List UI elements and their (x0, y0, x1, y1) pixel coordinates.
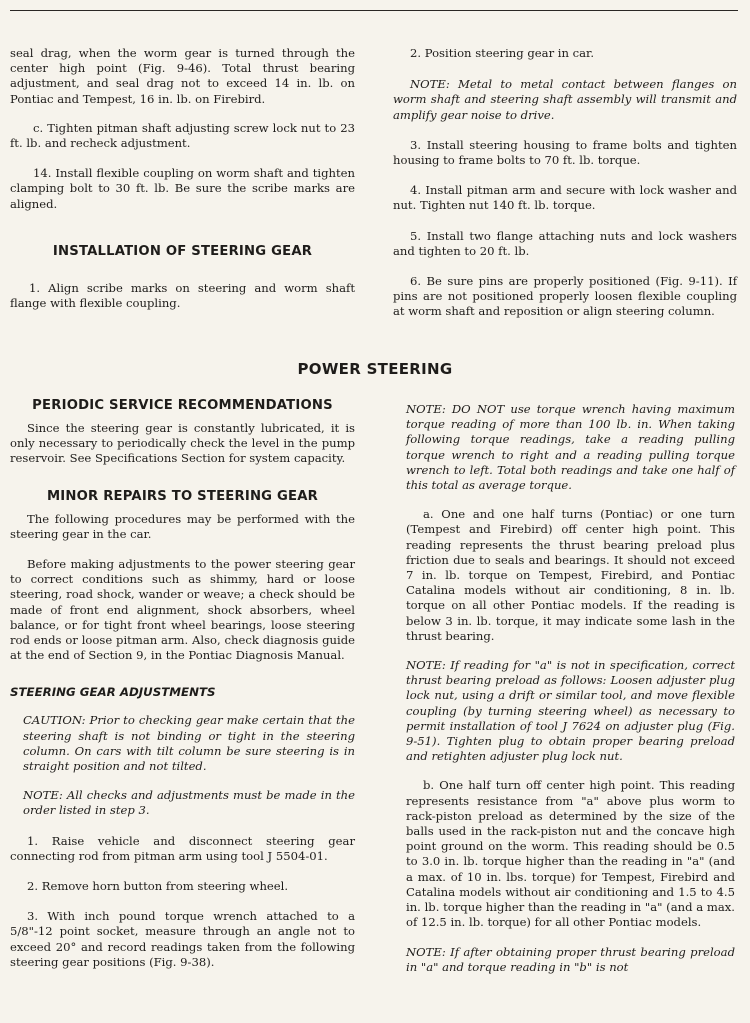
paragraph: 3. Install steering housing to frame bolts and tighten housing to frame bolts to 70 ft. lb. torque. (393, 137, 737, 168)
note: NOTE: Metal to metal contact between flanges on worm shaft and steering shaft assembly will transmit and amplify gear noise to drive. (393, 77, 737, 122)
paragraph: 2. Position steering gear in car. (410, 46, 595, 60)
paragraph: 5. Install two flange attaching nuts and lock washers and tighten to 20 ft. lb. (393, 228, 737, 258)
note: NOTE: All checks and adjustments must be made in the order listed in step 3. (23, 788, 355, 818)
section-heading: MINOR REPAIRS TO STEERING GEAR (46, 488, 318, 504)
top-right-column (393, 46, 737, 320)
paragraph: 14. Install flexible coupling on worm shaft and tighten clamping bolt to 30 ft. lb. Be sure the scribe marks are aligned. (10, 166, 355, 211)
paragraph: 4. Install pitman arm and secure with lock washer and nut. Tighten nut 140 ft. lb. torque. (393, 183, 737, 213)
paragraph: a. One and one half turns (Pontiac) or one turn (Tempest and Firebird) off center high point. This reading represents the thrust bearing preload plus friction due to seals and bearings. It should not exceed 7 in. lb. torque on Tempest, Firebird, and Pontiac Catalina models without air conditioning, 8 in. lb. torque on all other Pontiac models. If the reading is below 3 in. lb. torque, it may indicate some lash in the thrust bearing. (406, 507, 735, 643)
paragraph: 3. With inch pound torque wrench attached to a 5/8"-12 point socket, measure through an angle not to exceed 20° and record readings taken from the following steering gear positions (Fig. 9-38). (10, 909, 355, 969)
note: NOTE: If after obtaining proper thrust bearing preload in "a" and torque reading in "b" is not (406, 944, 735, 974)
note: NOTE: DO NOT use torque wrench having maximum torque reading of more than 100 lb. in. When taking following torque readings, take a reading pulling torque wrench to right and a reading pulling torque wrench to left. Total both readings and take one half of this total as average torque. (406, 402, 735, 493)
section-heading: INSTALLATION OF STEERING GEAR (52, 243, 313, 259)
paragraph: Since the steering gear is constantly lubricated, it is only necessary to periodically check the level in the pump reservoir. See Specifications Section for system capacity. (10, 421, 355, 466)
paragraph: b. One half turn off center high point. This reading represents resistance from "a" above plus worm to rack-piston preload as determined by the size of the balls used in the rack-piston nut and the concave high point ground on the worm. This reading should be 0.5 to 3.0 in. lb. torque higher than the reading in "a" (and a max. of 10 in. lbs. torque) for Tempest, Firebird and Catalina models without air conditioning and 1.5 to 4.5 in. lb. torque higher than the reading in "a" (and a max. of 12.5 in. lb. torque) for all other Pontiac models. (406, 778, 735, 930)
paragraph: 2. Remove horn button from steering wheel. (27, 879, 289, 894)
bottom-left-column (10, 398, 355, 970)
paragraph: The following procedures may be performed with the steering gear in the car. (10, 511, 355, 541)
note: NOTE: If reading for "a" is not in specification, correct thrust bearing preload as follows: Loosen adjuster plug lock nut, using a drift or similar tool, and move flexible coupling (by turning steering wheel) as necessary to permit installation of tool J 7624 on adjuster plug (Fig. 9-51). Tighten plug to obtain proper bearing preload and retighten adjuster plug lock nut. (406, 658, 735, 764)
paragraph: 1. Align scribe marks on steering and worm shaft flange with flexible coupling. (10, 280, 355, 311)
top-rule (10, 10, 738, 11)
top-left-column (10, 46, 355, 311)
page-title: POWER STEERING (297, 360, 453, 378)
paragraph: seal drag, when the worm gear is turned through the center high point (Fig. 9-46). Total thrust bearing adjustment, and seal drag not to exceed 14 in. lb. on Pontiac and Tempest, 16 in. lb. on Firebird. (10, 46, 355, 106)
caution-note: CAUTION: Prior to checking gear make certain that the steering shaft is not binding or tight in the steering column. On cars with tilt column be sure steering is in straight position and not tilted. (23, 713, 355, 774)
paragraph: 6. Be sure pins are properly positioned (Fig. 9-11). If pins are not positioned properly loosen flexible coupling at worm shaft and reposition or align steering column. (393, 274, 737, 319)
subsection-heading: STEERING GEAR ADJUSTMENTS (10, 685, 216, 700)
paragraph: c. Tighten pitman shaft adjusting screw lock nut to 23 ft. lb. and recheck adjustment. (10, 120, 355, 151)
paragraph: 1. Raise vehicle and disconnect steering gear connecting rod from pitman arm using tool J 5504-01. (10, 833, 355, 863)
paragraph: Before making adjustments to the power steering gear to correct conditions such as shimmy, hard or loose steering, road shock, wander or weave; a check should be made of front end alignment, shock absorbers, wheel balance, or for tight front wheel bearings, loose steering rod ends or loose pitman arm. Also, check diagnosis guide at the end of Section 9, in the Pontiac Diagnosis Manual. (10, 557, 355, 663)
bottom-right-column (406, 402, 735, 975)
section-heading: PERIODIC SERVICE RECOMMENDATIONS (32, 398, 333, 413)
